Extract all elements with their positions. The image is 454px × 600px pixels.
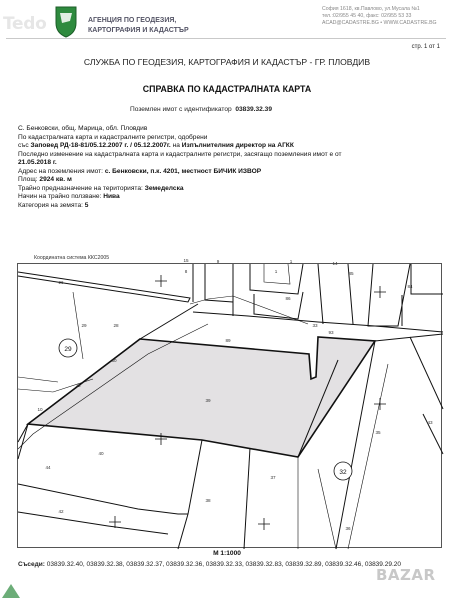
category-label: Категория на земята: — [18, 201, 85, 209]
agency-logo-icon — [52, 3, 80, 39]
map-scale: М 1:1000 — [213, 550, 241, 557]
usage-value: Нива — [103, 193, 120, 200]
parcel-label: 8 — [184, 269, 188, 274]
parcel-label: 43 — [427, 420, 433, 425]
last-change-date-value: 21.05.2018 г. — [18, 159, 57, 166]
area-line — [18, 176, 72, 185]
parcel-label: 36 — [345, 526, 351, 531]
parcel-label: 84 — [407, 284, 413, 289]
contact-line: София 1618, кв.Павлово, ул.Мусала №1 — [322, 6, 420, 12]
address-line — [18, 168, 261, 177]
agency-name — [88, 16, 189, 36]
coordinate-system-label: Координатна система ККС2005 — [34, 255, 110, 261]
corner-logo-icon — [0, 582, 22, 600]
agency-contact — [322, 6, 437, 27]
parcel-label: 93 — [328, 330, 334, 335]
last-change-line: Последно изменение на кадастралната карта и кадастралните регистри, засягащо поземления имот е от — [18, 150, 342, 158]
parcel-label: 15 — [183, 258, 189, 263]
parcel-label: 28 — [113, 323, 119, 328]
parcel-label: 40 — [98, 451, 104, 456]
address-value: с. Бенковски, п.к. 4201, местност БИЧИК ИЗВОР — [104, 167, 262, 175]
location-line: С. Бенковски, общ. Марица, обл. Пловдив — [18, 125, 148, 132]
parcel-label: 30 — [111, 358, 117, 363]
neighbors-values: 03839.32.40, 03839.32.38, 03839.32.37, 03839.32.36, 03839.32.33, 03839.32.83, 03839.32.89, 03839.32.46, 03839.29.20 — [46, 561, 401, 568]
order-line — [18, 142, 294, 151]
contact-line: ACAD@CADASTRE.BG • WWW.CADASTRE.BG — [322, 20, 437, 26]
site-watermark: Tedo — [3, 14, 47, 34]
address-label: Адрес на поземления имот: — [18, 167, 105, 175]
neighbors-list — [18, 561, 438, 569]
usage-label: Начин на трайно ползване: — [18, 193, 104, 200]
agency-line-1: АГЕНЦИЯ ПО ГЕОДЕЗИЯ, — [88, 17, 177, 24]
category-value: 5 — [84, 201, 89, 209]
parcel-label: 44 — [45, 465, 51, 470]
approved-line: По кадастралната карта и кадастралните регистри, одобрени — [18, 133, 208, 141]
bazar-watermark: BAZAR — [376, 566, 436, 584]
category-line — [18, 202, 88, 211]
order-prefix: със — [18, 142, 31, 149]
area-value: 2924 кв. м — [39, 176, 72, 183]
parcel-label: 37 — [270, 475, 276, 480]
order-authority: Изпълнителния директор на АГКК — [181, 142, 294, 149]
last-change-date — [18, 159, 57, 168]
neighbors-label: Съседи: — [18, 561, 45, 568]
usage-line — [18, 193, 120, 202]
purpose-value: Земеделска — [144, 184, 184, 192]
zone-label: 29 — [64, 346, 72, 353]
page-number: стр. 1 от 1 — [411, 44, 440, 50]
identifier-value: 03839.32.39 — [235, 106, 273, 113]
order-mid: на — [170, 142, 182, 149]
parcel-label: 85 — [348, 271, 354, 276]
parcel-label: 26 — [58, 280, 64, 285]
parcel-label: 14 — [332, 261, 338, 266]
order-number: Заповед РД-18-81/05.12.2007 г. / 05.12.2007г. — [30, 142, 171, 149]
agency-line-2: КАРТОГРАФИЯ И КАДАСТЪР — [88, 27, 189, 34]
service-title: СЛУЖБА ПО ГЕОДЕЗИЯ, КАРТОГРАФИЯ И КАДАСТЪР - ГР. ПЛОВДИВ — [83, 57, 371, 67]
parcel-label: 29 — [81, 323, 87, 328]
zone-label: 32 — [339, 469, 347, 476]
parcel-label: 25 — [75, 383, 81, 388]
purpose-line — [18, 185, 184, 194]
contact-line: тел.:02/955 45 40, факс: 02/955 53 33 — [322, 13, 412, 19]
parcel-label: 10 — [37, 407, 43, 412]
header-divider — [6, 38, 446, 39]
parcel-identifier — [130, 106, 272, 113]
subject-parcel-label: 39 — [205, 398, 211, 403]
parcel-label: 89 — [225, 338, 231, 343]
parcel-label: 1 — [274, 269, 278, 274]
parcel-label: 42 — [58, 509, 64, 514]
document-title: СПРАВКА ПО КАДАСТРАЛНАТА КАРТА — [142, 84, 312, 94]
parcel-label: 33 — [312, 323, 318, 328]
parcel-label: 35 — [375, 430, 381, 435]
identifier-label: Поземлен имот с идентификатор — [130, 106, 232, 113]
area-label: Площ: — [18, 176, 40, 183]
parcel-label: 9 — [216, 259, 220, 264]
purpose-label: Трайно предназначение на територията: — [18, 184, 145, 192]
parcel-label: 86 — [285, 296, 291, 301]
parcel-label: 38 — [205, 498, 211, 503]
parcel-label: 1 — [289, 259, 293, 264]
